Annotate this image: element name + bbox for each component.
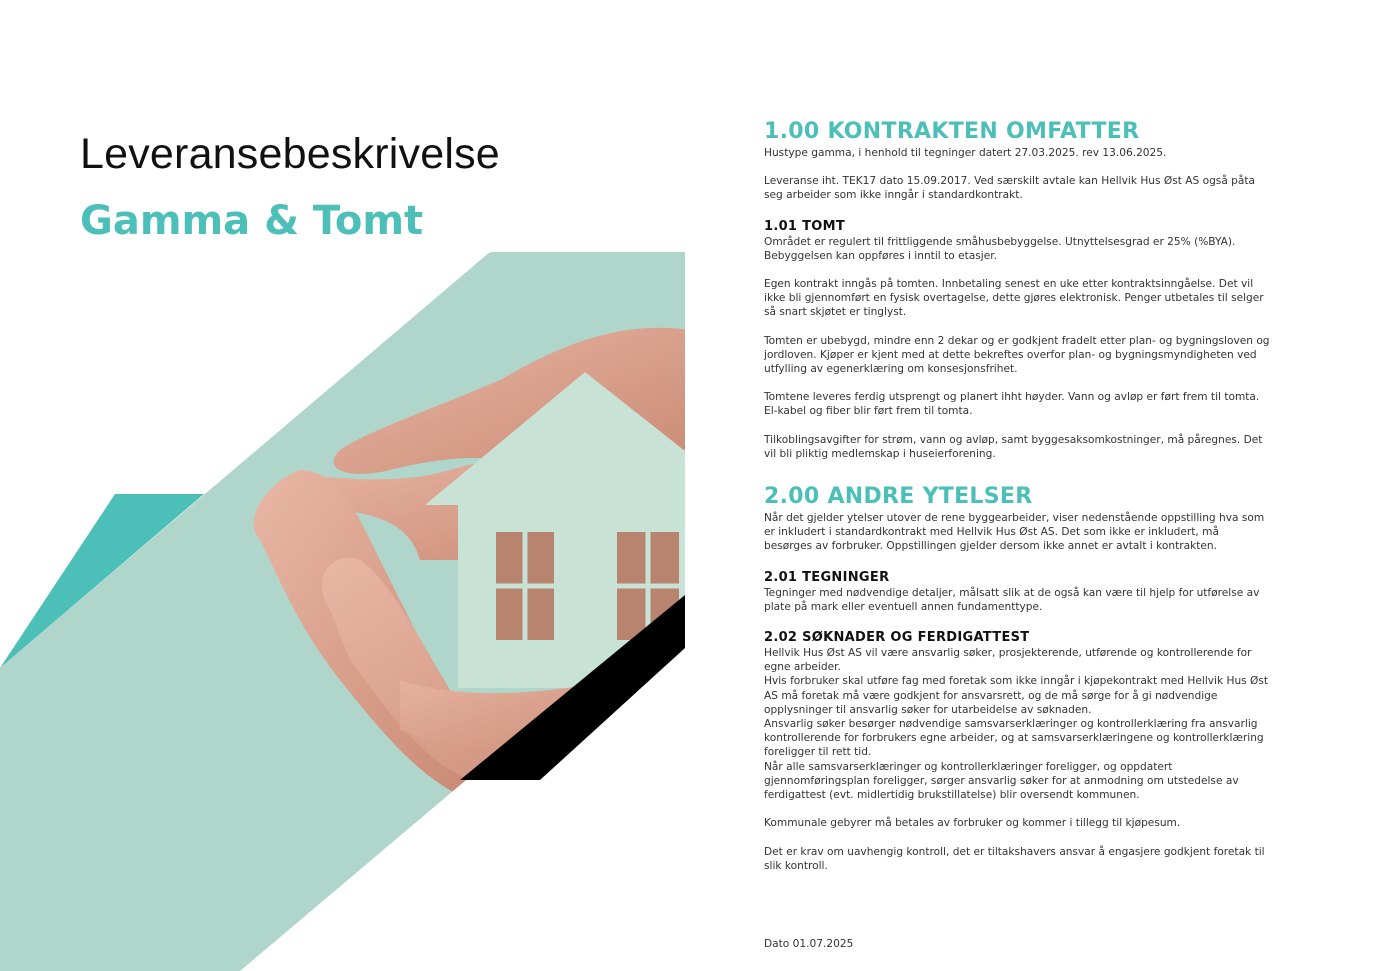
paragraph: Når det gjelder ytelser utover de rene byggearbeider, viser nedenstående oppstilling hva som er inkludert i standardkontrakt med Hellvik Hus Øst AS. Det som ikke er inkludert, må besørges av forbruker. Oppstillingen gjelder dersom ikke annet er avtalt i kontrakten. [764, 512, 1265, 553]
paragraph: Tilkoblingsavgifter for strøm, vann og avløp, samt byggesaksomkostninger, må påregnes. Det vil bli pliktig medlemskap i huseierforening. [764, 433, 1263, 460]
footer-date: Dato 01.07.2025 [764, 938, 854, 950]
paragraph: Tomtene leveres ferdig utsprengt og planert ihht høyder. Vann og avløp er ført frem til tomta. El-kabel og fiber blir ført frem til tomta. [764, 391, 1260, 418]
document-title: Leveransebeskrivelse [80, 130, 500, 178]
paragraph: Hellvik Hus Øst AS vil være ansvarlig søker, prosjekterende, utførende og kontrollerende for egne arbeider. Hvis forbruker skal utføre fag med foretak som ikke inngår i kjøpekontrakt med Hellvik Hus Øst AS må foretak må være godkjent for ansvarsrett, og de må sørge for å gi nødvendige opplysninger til ansvarlig søker for utarbeidelse av søknaden. Ansvarlig søker besørger nødvendige samsvarserklæringer og kontrollerklæring fra ansvarlig kontrollerende for forbrukers egne arbeider, og at samsvarserklæringene og kontrollerklæring foreligger til rett tid. Når alle samsvarserklæringer og kontrollerklæringer foreligger, og oppdatert gjennomføringsplan foreligger, sørger ansvarlig søker for at anmodning om utstedelse av ferdigattest (evt. midlertidig brukstillatelse) blir oversendt kommunen. [764, 647, 1269, 802]
paragraph: Tomten er ubebygd, mindre enn 2 dekar og er godkjent fradelt etter plan- og bygningsloven og jordloven. Kjøper er kjent med at dette bekreftes overfor plan- og bygningsmyndigheten ved utfylling av egenerklæring om konsesjonsfrihet. [764, 334, 1270, 376]
subsection-heading: 2.02 SØKNADER OG FERDIGATTEST [764, 630, 1030, 646]
paragraph: Tegninger med nødvendige detaljer, målsatt slik at de også kan være til hjelp for utførelse av plate på mark eller eventuell annen fundamenttype. [764, 586, 1260, 613]
paragraph: Hustype gamma, i henhold til tegninger datert 27.03.2025. rev 13.06.2025. [764, 147, 1167, 159]
content-page [764, 118, 1304, 873]
photo-band [0, 252, 690, 971]
paragraph: Det er krav om uavhengig kontroll, det er tiltakshavers ansvar å engasjere godkjent foretak til slik kontroll. [764, 845, 1265, 872]
subsection-heading: 1.01 TOMT [764, 218, 846, 234]
paragraph: Leveranse iht. TEK17 dato 15.09.2017. Ved særskilt avtale kan Hellvik Hus Øst AS også påta seg arbeider som ikke inngår i standardkontrakt. [764, 175, 1256, 202]
section-heading: 1.00 KONTRAKTEN OMFATTER [764, 119, 1140, 144]
paragraph: Området er regulert til frittliggende småhusbebyggelse. Utnyttelsesgrad er 25% (%BYA). Bebyggelsen kan oppføres i inntil to etasjer. [764, 235, 1236, 262]
subsection-heading: 2.01 TEGNINGER [764, 569, 890, 585]
paragraph: Egen kontrakt inngås på tomten. Innbetaling senest en uke etter kontraktsinngåelse. Det vil ikke bli gjennomført en fysisk overtagelse, dette gjøres elektronisk. Penger utbetales til selger så snart skjøtet er tinglyst. [764, 278, 1264, 319]
section-heading: 2.00 ANDRE YTELSER [764, 484, 1033, 510]
paragraph: Kommunale gebyrer må betales av forbruker og kommer i tillegg til kjøpesum. [764, 817, 1181, 830]
document-subtitle: Gamma & Tomt [80, 198, 424, 244]
